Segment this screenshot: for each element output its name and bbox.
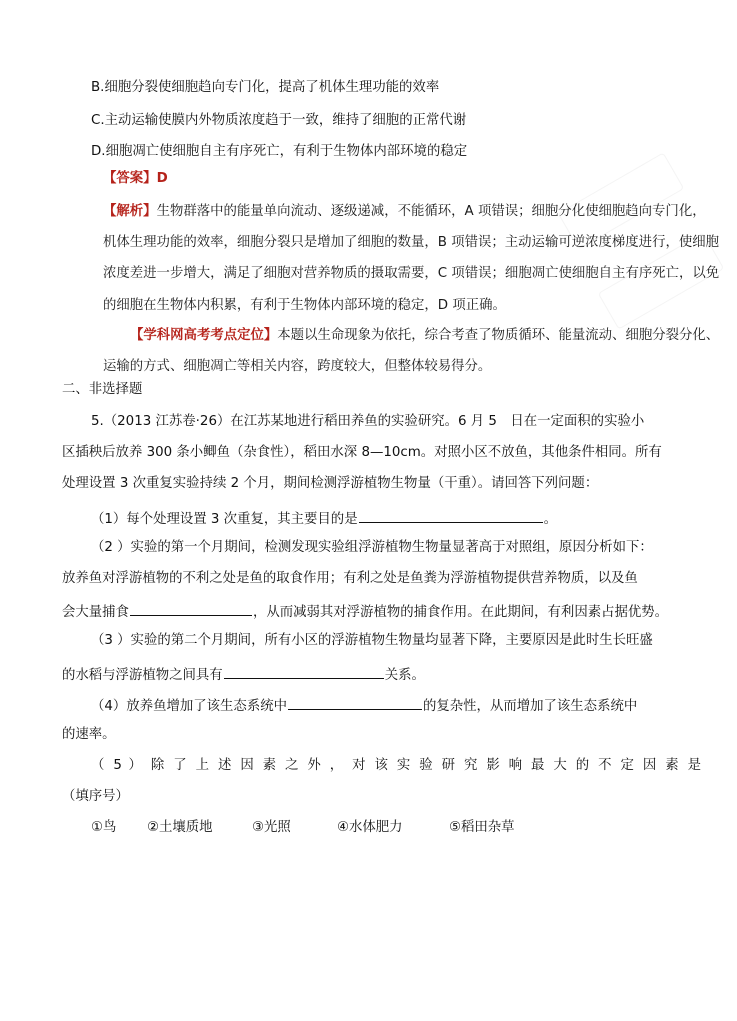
kaodian-line-2: 运输的方式、细胞凋亡等相关内容，跨度较大，但整体较易得分。 — [103, 359, 492, 374]
question-line-1: 5.（2013 江苏卷·26）在江苏某地进行稻田养鱼的实验研究。6 月 5 日在一定面积的实验小 — [91, 414, 645, 429]
answer-line — [103, 170, 168, 188]
q1-line — [91, 508, 557, 529]
option-b: B.细胞分裂使细胞趋向专门化，提高了机体生理功能的效率 — [91, 80, 440, 95]
choice-1: ①鸟 — [91, 820, 117, 835]
analysis-line-2: 机体生理功能的效率，细胞分裂只是增加了细胞的数量，B 项错误；主动运输可逆浓度梯度进行，使细胞 — [103, 235, 720, 250]
q3-line-2 — [62, 664, 425, 685]
q4-line-1 — [91, 695, 637, 716]
q4-line-2: 的速率。 — [62, 727, 116, 742]
q3-prefix: 的水稻与浮游植物之间具有 — [62, 668, 223, 683]
q2-suffix: ，从而减弱其对浮游植物的捕食作用。在此期间，有利因素占据优势。 — [252, 605, 669, 620]
analysis-line-1 — [103, 203, 706, 221]
q2-line-3 — [62, 601, 668, 622]
q4-prefix: （4）放养鱼增加了该生态系统中 — [91, 699, 287, 714]
q5-line-1: （ 5 ） 除 了 上 述 因 素 之 外 ， 对 该 实 验 研 究 影 响 最 大 的 不 定 因 素 是 — [91, 758, 701, 773]
analysis-line-4: 的细胞在生物体内积累，有利于生物体内部环境的稳定，D 项正确。 — [103, 298, 506, 313]
q1-answer-blank[interactable] — [359, 508, 543, 523]
kaodian-line-1 — [130, 327, 719, 345]
choice-5: ⑤稻田杂草 — [449, 820, 515, 835]
q3-suffix: 关系。 — [384, 668, 425, 683]
kaodian-text-1: 本题以生命现象为依托，综合考查了物质循环、能量流动、细胞分裂分化、 — [277, 328, 720, 343]
option-d: D.细胞凋亡使细胞自主有序死亡，有利于生物体内部环境的稳定 — [91, 144, 468, 159]
question-line-2: 区插秧后放养 300 条小鲫鱼（杂食性），稻田水深 8—10cm。对照小区不放鱼，其他条件相同。所有 — [62, 445, 662, 460]
q3-line-1: （3 ）实验的第二个月期间，所有小区的浮游植物生物量均显著下降，主要原因是此时生长旺盛 — [91, 633, 653, 648]
option-c: C.主动运输使膜内外物质浓度趋于一致，维持了细胞的正常代谢 — [91, 113, 467, 128]
choice-3: ③光照 — [252, 820, 291, 835]
q3-answer-blank[interactable] — [224, 664, 384, 679]
choice-4: ④水体肥力 — [337, 820, 403, 835]
kaodian-label: 【学科网高考考点定位】 — [130, 328, 278, 343]
choice-2: ②土壤质地 — [147, 820, 213, 835]
answer-value: D — [156, 171, 168, 186]
analysis-label: 【解析】 — [103, 204, 157, 219]
q4-answer-blank[interactable] — [288, 695, 422, 710]
q2-line-1: （2 ）实验的第一个月期间，检测发现实验组浮游植物生物量显著高于对照组，原因分析如下： — [91, 540, 653, 555]
q4-suffix: 的复杂性，从而增加了该生态系统中 — [423, 699, 638, 714]
answer-label: 【答案】 — [103, 171, 157, 186]
analysis-text-1: 生物群落中的能量单向流动、逐级递减，不能循环，A 项错误；细胞分化使细胞趋向专门化， — [156, 204, 706, 219]
question-line-3: 处理设置 3 次重复实验持续 2 个月，期间检测浮游植物生物量（干重）。请回答下列问题： — [62, 476, 599, 491]
q1-prefix: （1）每个处理设置 3 次重复，其主要目的是 — [91, 512, 358, 527]
analysis-line-3: 浓度差进一步增大，满足了细胞对营养物质的摄取需要，C 项错误；细胞凋亡使细胞自主有序死亡，以免 — [103, 266, 720, 281]
q5-line-2: （填序号） — [62, 789, 129, 804]
q1-suffix: 。 — [543, 512, 557, 527]
q2-prefix: 会大量捕食 — [62, 605, 129, 620]
q2-line-2: 放养鱼对浮游植物的不利之处是鱼的取食作用；有利之处是鱼粪为浮游植物提供营养物质，以及鱼 — [62, 571, 638, 586]
section-title: 二、非选择题 — [62, 382, 143, 397]
q2-answer-blank[interactable] — [130, 601, 252, 616]
